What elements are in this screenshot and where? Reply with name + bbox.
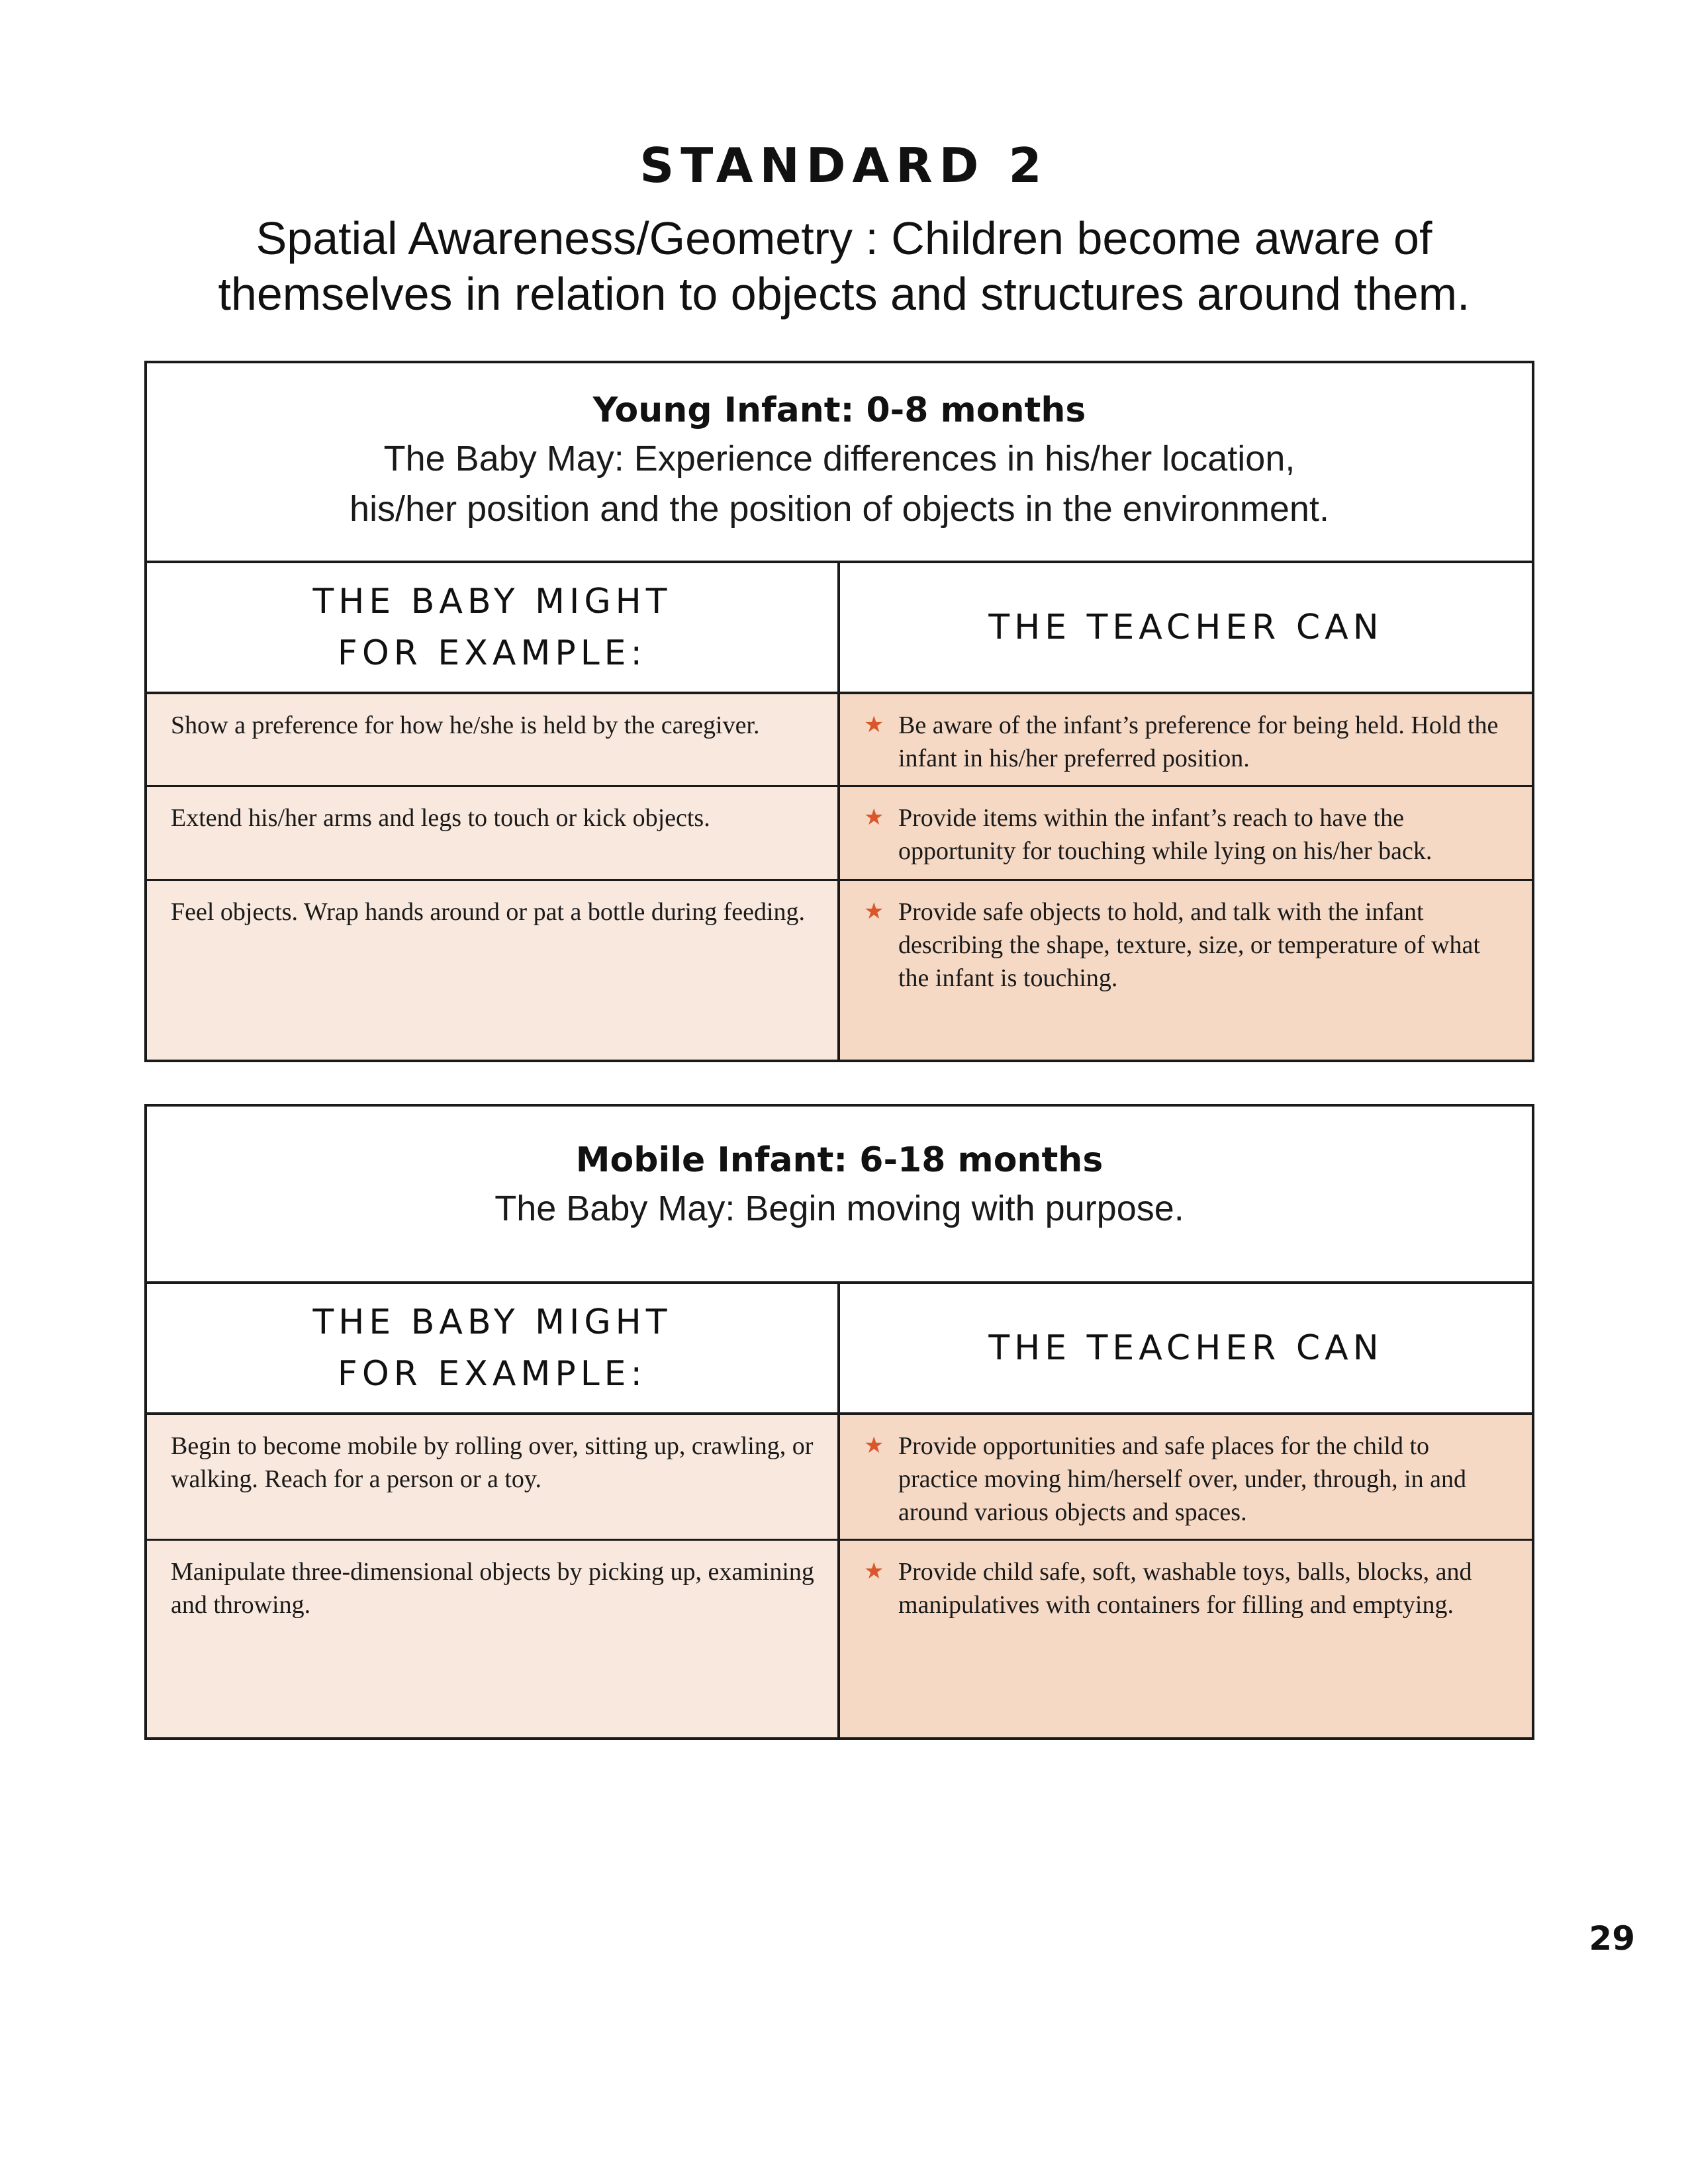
age-description: The Baby May: Begin moving with purpose. [494,1189,1184,1228]
teacher-text: Provide child safe, soft, washable toys, balls, blocks, and manipulatives with containers for filling and emptying. [898,1558,1472,1619]
table-row [147,694,1532,787]
page-number: 29 [1589,1919,1635,1958]
age-title: Young Infant: 0-8 months [592,390,1086,430]
age-header [147,363,1532,563]
subtitle-line: themselves in relation to objects and structures around them. [218,268,1470,320]
teacher-cell [840,694,1532,785]
teacher-cell [840,881,1532,1060]
baby-cell: Show a preference for how he/she is held by the caregiver. [147,694,840,785]
baby-cell: Manipulate three-dimensional objects by picking up, examining and throwing. [147,1541,840,1737]
table-row [147,1541,1532,1737]
baby-might-header [147,1284,840,1415]
star-icon: ★ [864,1559,884,1584]
age-header [147,1107,1532,1284]
header-line: FOR EXAMPLE: [337,1354,647,1394]
table-row [147,1415,1532,1541]
teacher-text: Provide items within the infant’s reach to have the opportunity for touching while lying on his/her back. [898,804,1432,865]
table-rows [147,1415,1532,1737]
header-line: FOR EXAMPLE: [337,633,647,673]
age-description: his/her position and the position of objects in the environment. [350,489,1329,529]
teacher-text: Be aware of the infant’s preference for being held. Hold the infant in his/her preferred position. [898,711,1499,772]
baby-cell: Begin to become mobile by rolling over, sitting up, crawling, or walking. Reach for a person or a toy. [147,1415,840,1539]
header-line: THE BABY MIGHT [312,582,672,621]
subtitle-line: Spatial Awareness/Geometry : Children become aware of [256,212,1432,264]
teacher-can-header: THE TEACHER CAN [840,1284,1532,1415]
mobile-infant-table [144,1104,1534,1740]
table-rows [147,694,1532,1060]
age-title: Mobile Infant: 6-18 months [575,1140,1103,1180]
age-description: The Baby May: Experience differences in his/her location, [383,439,1295,478]
star-icon: ★ [864,713,884,737]
standard-subtitle [146,210,1542,322]
baby-might-header [147,563,840,694]
teacher-can-header: THE TEACHER CAN [840,563,1532,694]
star-icon: ★ [864,805,884,830]
header-line: THE BABY MIGHT [312,1302,672,1342]
table-row [147,787,1532,881]
young-infant-table [144,361,1534,1062]
baby-cell: Feel objects. Wrap hands around or pat a bottle during feeding. [147,881,840,1060]
star-icon: ★ [864,899,884,924]
teacher-cell [840,787,1532,879]
baby-cell: Extend his/her arms and legs to touch or kick objects. [147,787,840,879]
standard-title: STANDARD 2 [639,138,1049,193]
teacher-text: Provide opportunities and safe places for the child to practice moving him/herself over, under, through, in and around various objects and spaces. [898,1432,1467,1526]
teacher-text: Provide safe objects to hold, and talk with the infant describing the shape, texture, size, or temperature of what the infant is touching. [898,898,1480,992]
teacher-cell [840,1415,1532,1539]
star-icon: ★ [864,1433,884,1458]
table-row [147,881,1532,1060]
teacher-cell [840,1541,1532,1737]
